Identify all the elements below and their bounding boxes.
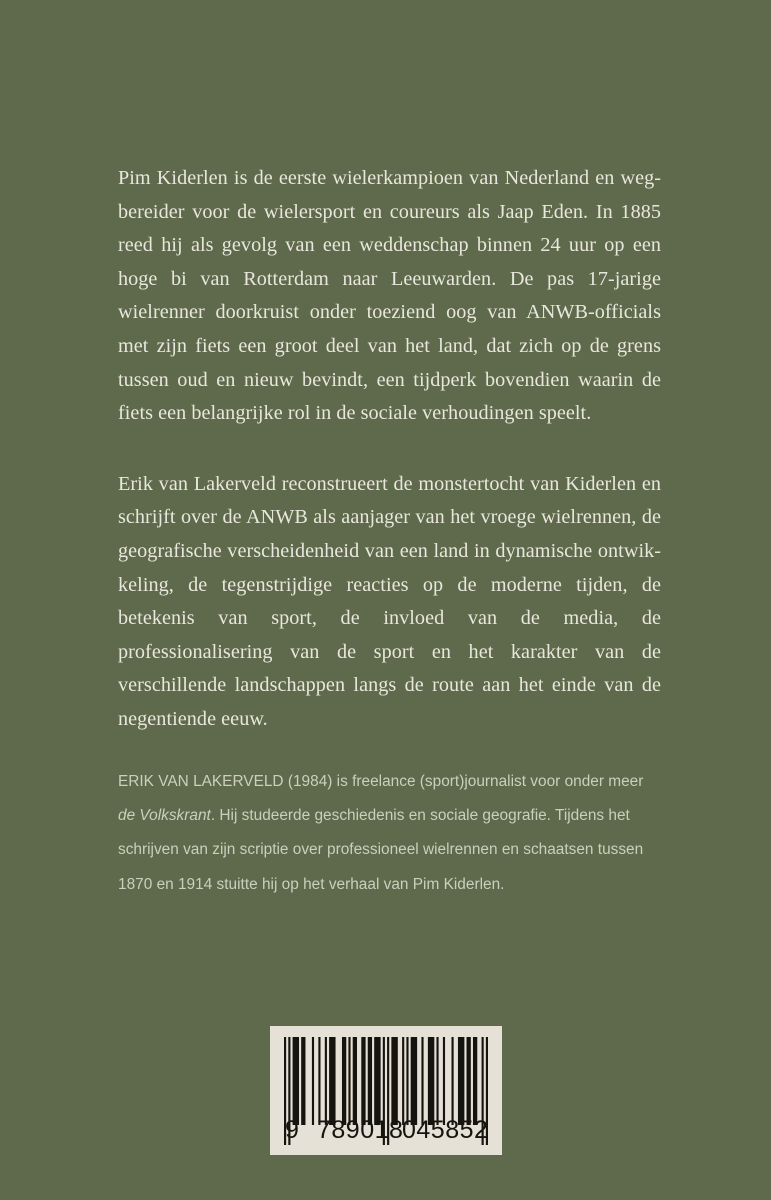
author-name: ERIK VAN LAKERVELD [118, 773, 284, 790]
author-bio-paragraph [118, 765, 661, 902]
barcode-digit-lead: 9 [285, 1116, 300, 1144]
barcode-panel [270, 1026, 502, 1155]
author-bio-block [118, 765, 661, 902]
blurb-paragraph-2: Erik van Lakerveld reconstrueert de monstertocht van Kiderlen en schrijft over de ANWB als aanjager van het vroege wielrennen, de geografische verscheidenheid van een land in dynamische ontwikkeling, de tegenstrijdige reacties op de moderne tijden, de betekenis van sport, de invloed van de media, de professionalisering van de sport en het karakter van de verschillende landschappen langs de route aan het einde van de negentiende eeuw. [118, 472, 661, 730]
blurb-text-column [118, 162, 661, 737]
barcode-digit-right-group: 045852 [402, 1116, 489, 1144]
barcode-digits [284, 1118, 488, 1144]
author-bio-segment-1: (1984) is freelance (sport)journalist voor onder meer [283, 773, 644, 790]
barcode [284, 1037, 488, 1145]
barcode-digit-left-group: 789018 [317, 1116, 404, 1144]
publication-title: de Volkskrant [118, 807, 211, 825]
author-bio-segment-2: . Hij studeerde geschiedenis en sociale geografie. Tijdens het schrijven van zijn scriptie over professioneel wielrennen en schaatsen tussen 1870 en 1914 stuitte hij op het verhaal van Pim Kiderlen. [118, 807, 644, 893]
blurb-paragraph-1: Pim Kiderlen is de eerste wielerkampioen van Nederland en wegbereider voor de wielersport en coureurs als Jaap Eden. In 1885 reed hij als gevolg van een weddenschap binnen 24 uur op een hoge bi van Rotterdam naar Leeuwarden. De pas 17-jarige wielrenner doorkruist onder toeziend oog van ANWB-officials met zijn fiets een groot deel van het land, dat zich op de grens tussen oud en nieuw bevindt, een tijdperk bovendien waarin de fiets een belangrijke rol in de sociale verhoudingen speelt. [118, 167, 661, 425]
